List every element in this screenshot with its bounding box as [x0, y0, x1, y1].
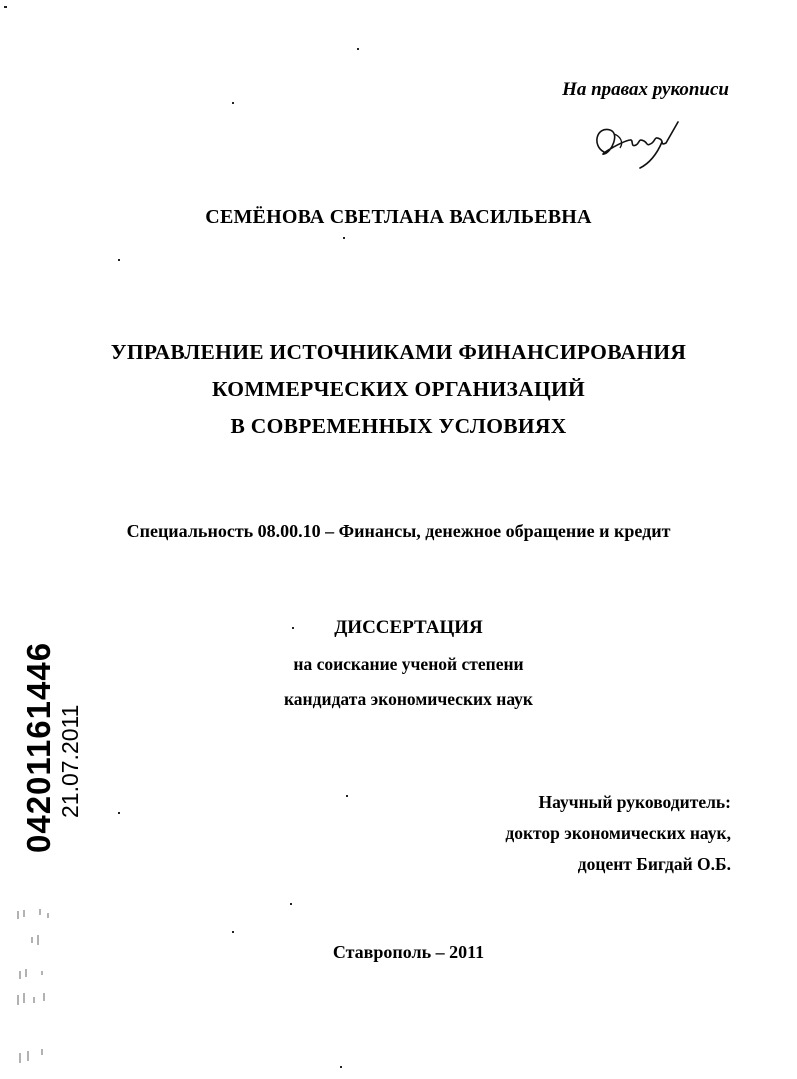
scan-speck: [292, 627, 294, 629]
advisor-label: Научный руководитель:: [538, 792, 731, 812]
city-year: Ставрополь – 2011: [332, 942, 485, 962]
library-stamp-number: 04201161446: [20, 641, 57, 853]
scan-speck: [346, 795, 348, 797]
scan-speck: [232, 931, 234, 933]
scan-speck: [232, 102, 234, 104]
dissertation-title: [0, 334, 797, 445]
scan-edge-marks: [12, 905, 58, 1075]
degree-name: кандидата экономических наук: [283, 689, 534, 709]
scan-speck: [118, 812, 120, 814]
title-line: В СОВРЕМЕННЫХ УСЛОВИЯХ: [230, 414, 567, 438]
scan-speck: [357, 48, 359, 50]
manuscript-rights-label: На правах рукописи: [562, 79, 729, 100]
degree-purpose: на соискание ученой степени: [293, 654, 524, 674]
dissertation-type: ДИССЕРТАЦИЯ: [334, 617, 483, 638]
title-line: УПРАВЛЕНИЕ ИСТОЧНИКАМИ ФИНАНСИРОВАНИЯ: [110, 340, 687, 364]
scan-speck: [4, 6, 7, 8]
title-line: КОММЕРЧЕСКИХ ОРГАНИЗАЦИЙ: [211, 377, 586, 401]
author-name: СЕМЁНОВА СВЕТЛАНА ВАСИЛЬЕВНА: [205, 206, 592, 228]
signature: [590, 112, 680, 174]
library-stamp-date: 21.07.2011: [57, 704, 83, 818]
scan-speck: [118, 259, 120, 261]
advisor-degree: доктор экономических наук,: [505, 823, 731, 843]
advisor-name: доцент Бигдай О.Б.: [577, 854, 731, 874]
scan-speck: [340, 1066, 342, 1068]
scan-speck: [343, 237, 345, 239]
scan-speck: [290, 903, 292, 905]
specialty-line: Специальность 08.00.10 – Финансы, денежное обращение и кредит: [126, 521, 671, 541]
